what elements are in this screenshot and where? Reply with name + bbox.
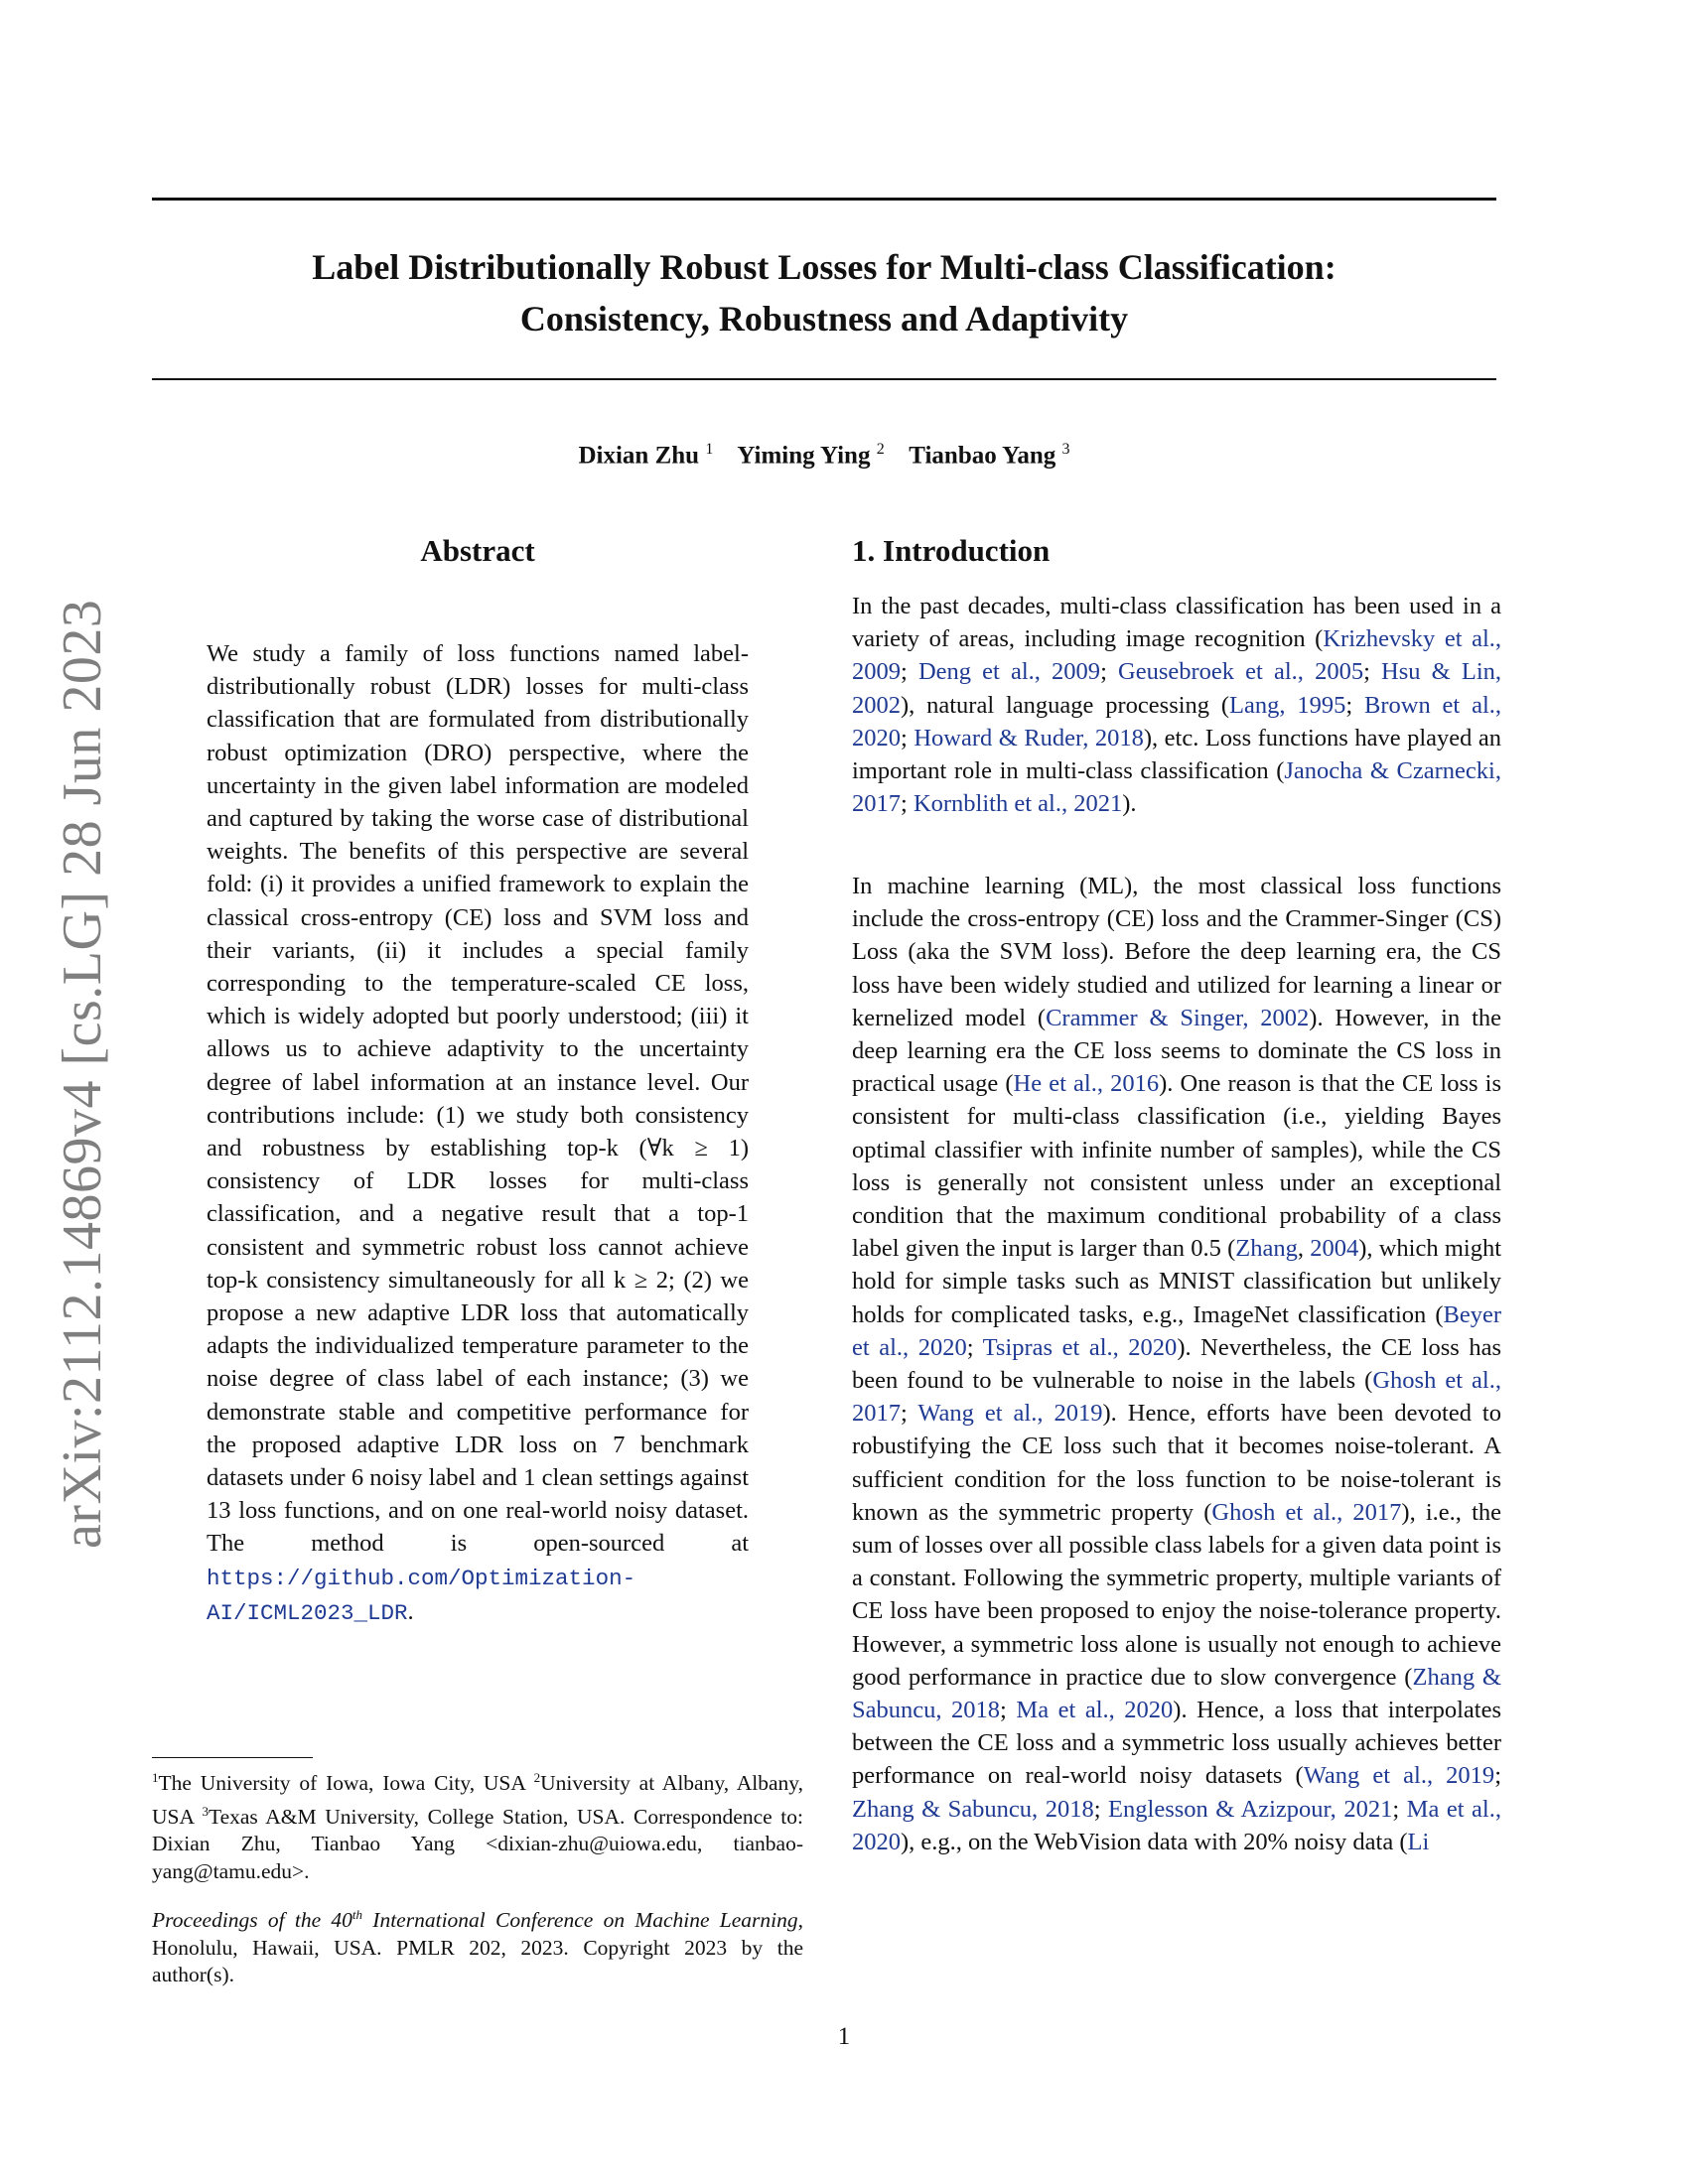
intro-text: ; [1100, 658, 1119, 686]
proceedings-edition-suffix: th [352, 1907, 363, 1922]
abstract-text: We study a family of loss functions named label-distributionally robust (LDR) losses for multi-class classification that are formulated from distributionally robust optimization (DRO) perspective, where the uncertainty in the given label information are modeled and captured by taking the worse case of distributional weights. The benefits of this perspective are several fold: (i) it provides a unified framework to explain the classical cross-entropy (CE) loss and SVM loss and their variants, (ii) it includes a special family corresponding to the temperature-scaled CE loss, which is widely adopted but poorly understood; (iii) it allows us to achieve adaptivity to the uncertainty degree of label information at an instance level. Our contributions include: (1) we study both consistency and robustness by establishing top-k (∀k ≥ 1) consistency of LDR losses for multi-class classification, and a negative result that a top-1 consistent and symmetric robust loss cannot achieve top-k consistency simultaneously for all k ≥ 2; (2) we propose a new adaptive LDR loss that automatically adapts the individualized temperature parameter to the noise degree of class label of each instance; (3) we demonstrate stable and competitive performance for the proposed adaptive LDR loss on 7 benchmark datasets under 6 noisy label and 1 clean settings against 13 loss functions, and on one real-world noisy dataset. The method is open-sourced at [207, 640, 749, 1558]
intro-text: , [1297, 1235, 1311, 1263]
arxiv-stamp: arXiv:2112.14869v4 [cs.LG] 28 Jun 2023 [52, 599, 113, 1549]
title-line-2: Consistency, Robustness and Adaptivity [519, 299, 1129, 339]
citation-link[interactable]: Janocha & Czarnecki, 2017 [852, 757, 1501, 818]
intro-text: ; [1494, 1762, 1501, 1790]
intro-text: ), i.e., the sum of losses over all possible class labels for a given data point is a constant. Following the symmetric property, multiple variants of CE loss have been proposed to enjoy the noise-tolerance property. However, a symmetric loss alone is usually not enough to achieve good performance in practice due to slow convergence ( [852, 1498, 1501, 1691]
title-rule-top [152, 198, 1496, 201]
abstract-body [207, 637, 749, 1630]
intro-text: ), which might hold for simple tasks such as MNIST classification but unlikely holds for complicated tasks, e.g., ImageNet classification ( [852, 1235, 1502, 1328]
citation-link[interactable]: Wang et al., 2019 [1303, 1762, 1495, 1790]
citation-link[interactable]: Ma et al., 2020 [1016, 1697, 1174, 1724]
intro-text: ), natural language processing ( [901, 691, 1230, 719]
affiliation-text: University at Albany, Albany, USA [152, 1771, 803, 1829]
footnote-marker: 3 [202, 1803, 209, 1819]
citation-link[interactable]: Englesson & Azizpour, 2021 [1108, 1795, 1393, 1823]
citation-link[interactable]: Beyer et al., 2020 [852, 1300, 1501, 1361]
footnote-rule [152, 1757, 313, 1758]
intro-text: ; [1345, 691, 1365, 719]
citation-link[interactable]: Ghosh et al., 2017 [1211, 1498, 1402, 1526]
intro-text: ; [901, 790, 914, 818]
affiliation-text: Texas A&M University, College Station, USA. Correspondence to: Dixian Zhu, Tianbao Yang <dixian-zhu@uiowa.edu, tianbao-yang@tamu.edu>. [152, 1804, 803, 1883]
section-heading-introduction: 1. Introduction [852, 533, 1051, 568]
citation-link[interactable]: Krizhevsky et al., 2009 [852, 625, 1502, 686]
intro-text: In machine learning (ML), the most classical loss functions include the cross-entropy (CE) loss and the Crammer-Singer (CS) Loss (aka the SVM loss). Before the deep learning era, the CS loss have been widely studied and utilized for learning a linear or kernelized model ( [852, 873, 1501, 1031]
intro-text: ; [1363, 658, 1382, 686]
abstract-end: . [407, 1597, 414, 1625]
footnote-marker: 1 [152, 1770, 159, 1785]
paper-title [152, 241, 1496, 344]
author-name: Yiming Ying [737, 442, 871, 470]
citation-link[interactable]: He et al., 2016 [1013, 1070, 1160, 1098]
citation-link[interactable]: Zhang & Sabuncu, 2018 [852, 1795, 1094, 1823]
citation-link[interactable]: Brown et al., 2020 [852, 691, 1502, 751]
proceedings-italic: Proceedings of the [152, 1908, 332, 1933]
intro-text: ; [1392, 1795, 1407, 1823]
intro-text: In the past decades, multi-class classification has been used in a variety of areas, including image recognition ( [852, 593, 1501, 653]
author-affil-marker: 1 [705, 441, 714, 458]
code-link[interactable]: https://github.com/Optimization-AI/ICML2023_LDR [207, 1565, 636, 1626]
intro-paragraph-1 [852, 590, 1501, 820]
page-number: 1 [837, 2023, 851, 2050]
proceedings-note [152, 1901, 803, 1989]
citation-link[interactable]: Wang et al., 2019 [917, 1400, 1103, 1428]
affiliation-text: The University of Iowa, Iowa City, USA [158, 1771, 534, 1796]
citation-link[interactable]: Li [1407, 1828, 1430, 1855]
title-rule-bottom [152, 378, 1496, 380]
title-line-1: Label Distributionally Robust Losses for Multi-class Classification: [312, 247, 1336, 287]
citation-link[interactable]: Geusebroek et al., 2005 [1118, 658, 1364, 686]
citation-link[interactable]: Tsipras et al., 2020 [982, 1333, 1178, 1361]
citation-link[interactable]: Ma et al., 2020 [852, 1795, 1501, 1855]
proceedings-italic: International Conference on Machine Learning [362, 1908, 798, 1933]
footnote-affiliations [152, 1764, 803, 1885]
intro-text: ). [1122, 790, 1137, 818]
author-affil-marker: 2 [876, 441, 885, 458]
intro-text: ; [1093, 1795, 1109, 1823]
citation-link[interactable]: Howard & Ruder, 2018 [914, 724, 1144, 751]
citation-link[interactable]: Kornblith et al., 2021 [913, 790, 1123, 818]
intro-text: ; [966, 1333, 983, 1361]
author-name: Tianbao Yang [909, 442, 1056, 470]
abstract-heading: Abstract [420, 533, 535, 568]
citation-link[interactable]: Lang, 1995 [1229, 691, 1346, 719]
intro-paragraph-2 [852, 870, 1501, 1858]
intro-text: ; [901, 724, 914, 751]
intro-text: ), etc. Loss functions have played an important role in multi-class classification ( [852, 724, 1502, 785]
intro-text: ). However, in the deep learning era the CE loss seems to dominate the CS loss in practical usage ( [852, 1004, 1502, 1098]
author-list [152, 441, 1496, 470]
intro-text: ). One reason is that the CE loss is consistent for multi-class classification (i.e., yielding Bayes optimal classifier with infinite number of samples), while the CS loss is generally not consistent unless under an exceptional condition that the maximum conditional probability of a class label given the input is larger than 0.5 ( [852, 1070, 1501, 1263]
intro-text: ). Nevertheless, the CE loss has been found to be vulnerable to noise in the labels ( [852, 1333, 1502, 1395]
author-affil-marker: 3 [1061, 441, 1070, 458]
citation-link[interactable]: Zhang & Sabuncu, 2018 [852, 1663, 1501, 1724]
proceedings-rest: , Honolulu, Hawaii, USA. PMLR 202, 2023. Copyright 2023 by the author(s). [152, 1908, 803, 1987]
proceedings-edition: 40 [331, 1908, 352, 1933]
citation-link[interactable]: 2004 [1310, 1235, 1359, 1263]
author-name: Dixian Zhu [578, 442, 700, 470]
intro-text: ; [901, 1400, 918, 1428]
intro-text: ; [901, 658, 918, 686]
citation-link[interactable]: Crammer & Singer, 2002 [1046, 1004, 1310, 1031]
citation-link[interactable]: Ghosh et al., 2017 [852, 1367, 1501, 1428]
intro-text: ). Hence, a loss that interpolates between the CE loss and a symmetric loss usually achieves better performance on real-world noisy datasets ( [852, 1697, 1501, 1790]
citation-link[interactable]: Zhang [1235, 1235, 1298, 1263]
footnote-marker: 2 [533, 1770, 541, 1785]
intro-text: ). Hence, efforts have been devoted to robustifying the CE loss such that it becomes noise-tolerant. A sufficient condition for the loss function to be noise-tolerant is known as the symmetric property ( [852, 1400, 1501, 1526]
citation-link[interactable]: Hsu & Lin, 2002 [852, 658, 1501, 719]
citation-link[interactable]: Deng et al., 2009 [917, 658, 1101, 686]
intro-text: ), e.g., on the WebVision data with 20% noisy data ( [901, 1828, 1408, 1855]
intro-text: ; [1000, 1697, 1017, 1724]
